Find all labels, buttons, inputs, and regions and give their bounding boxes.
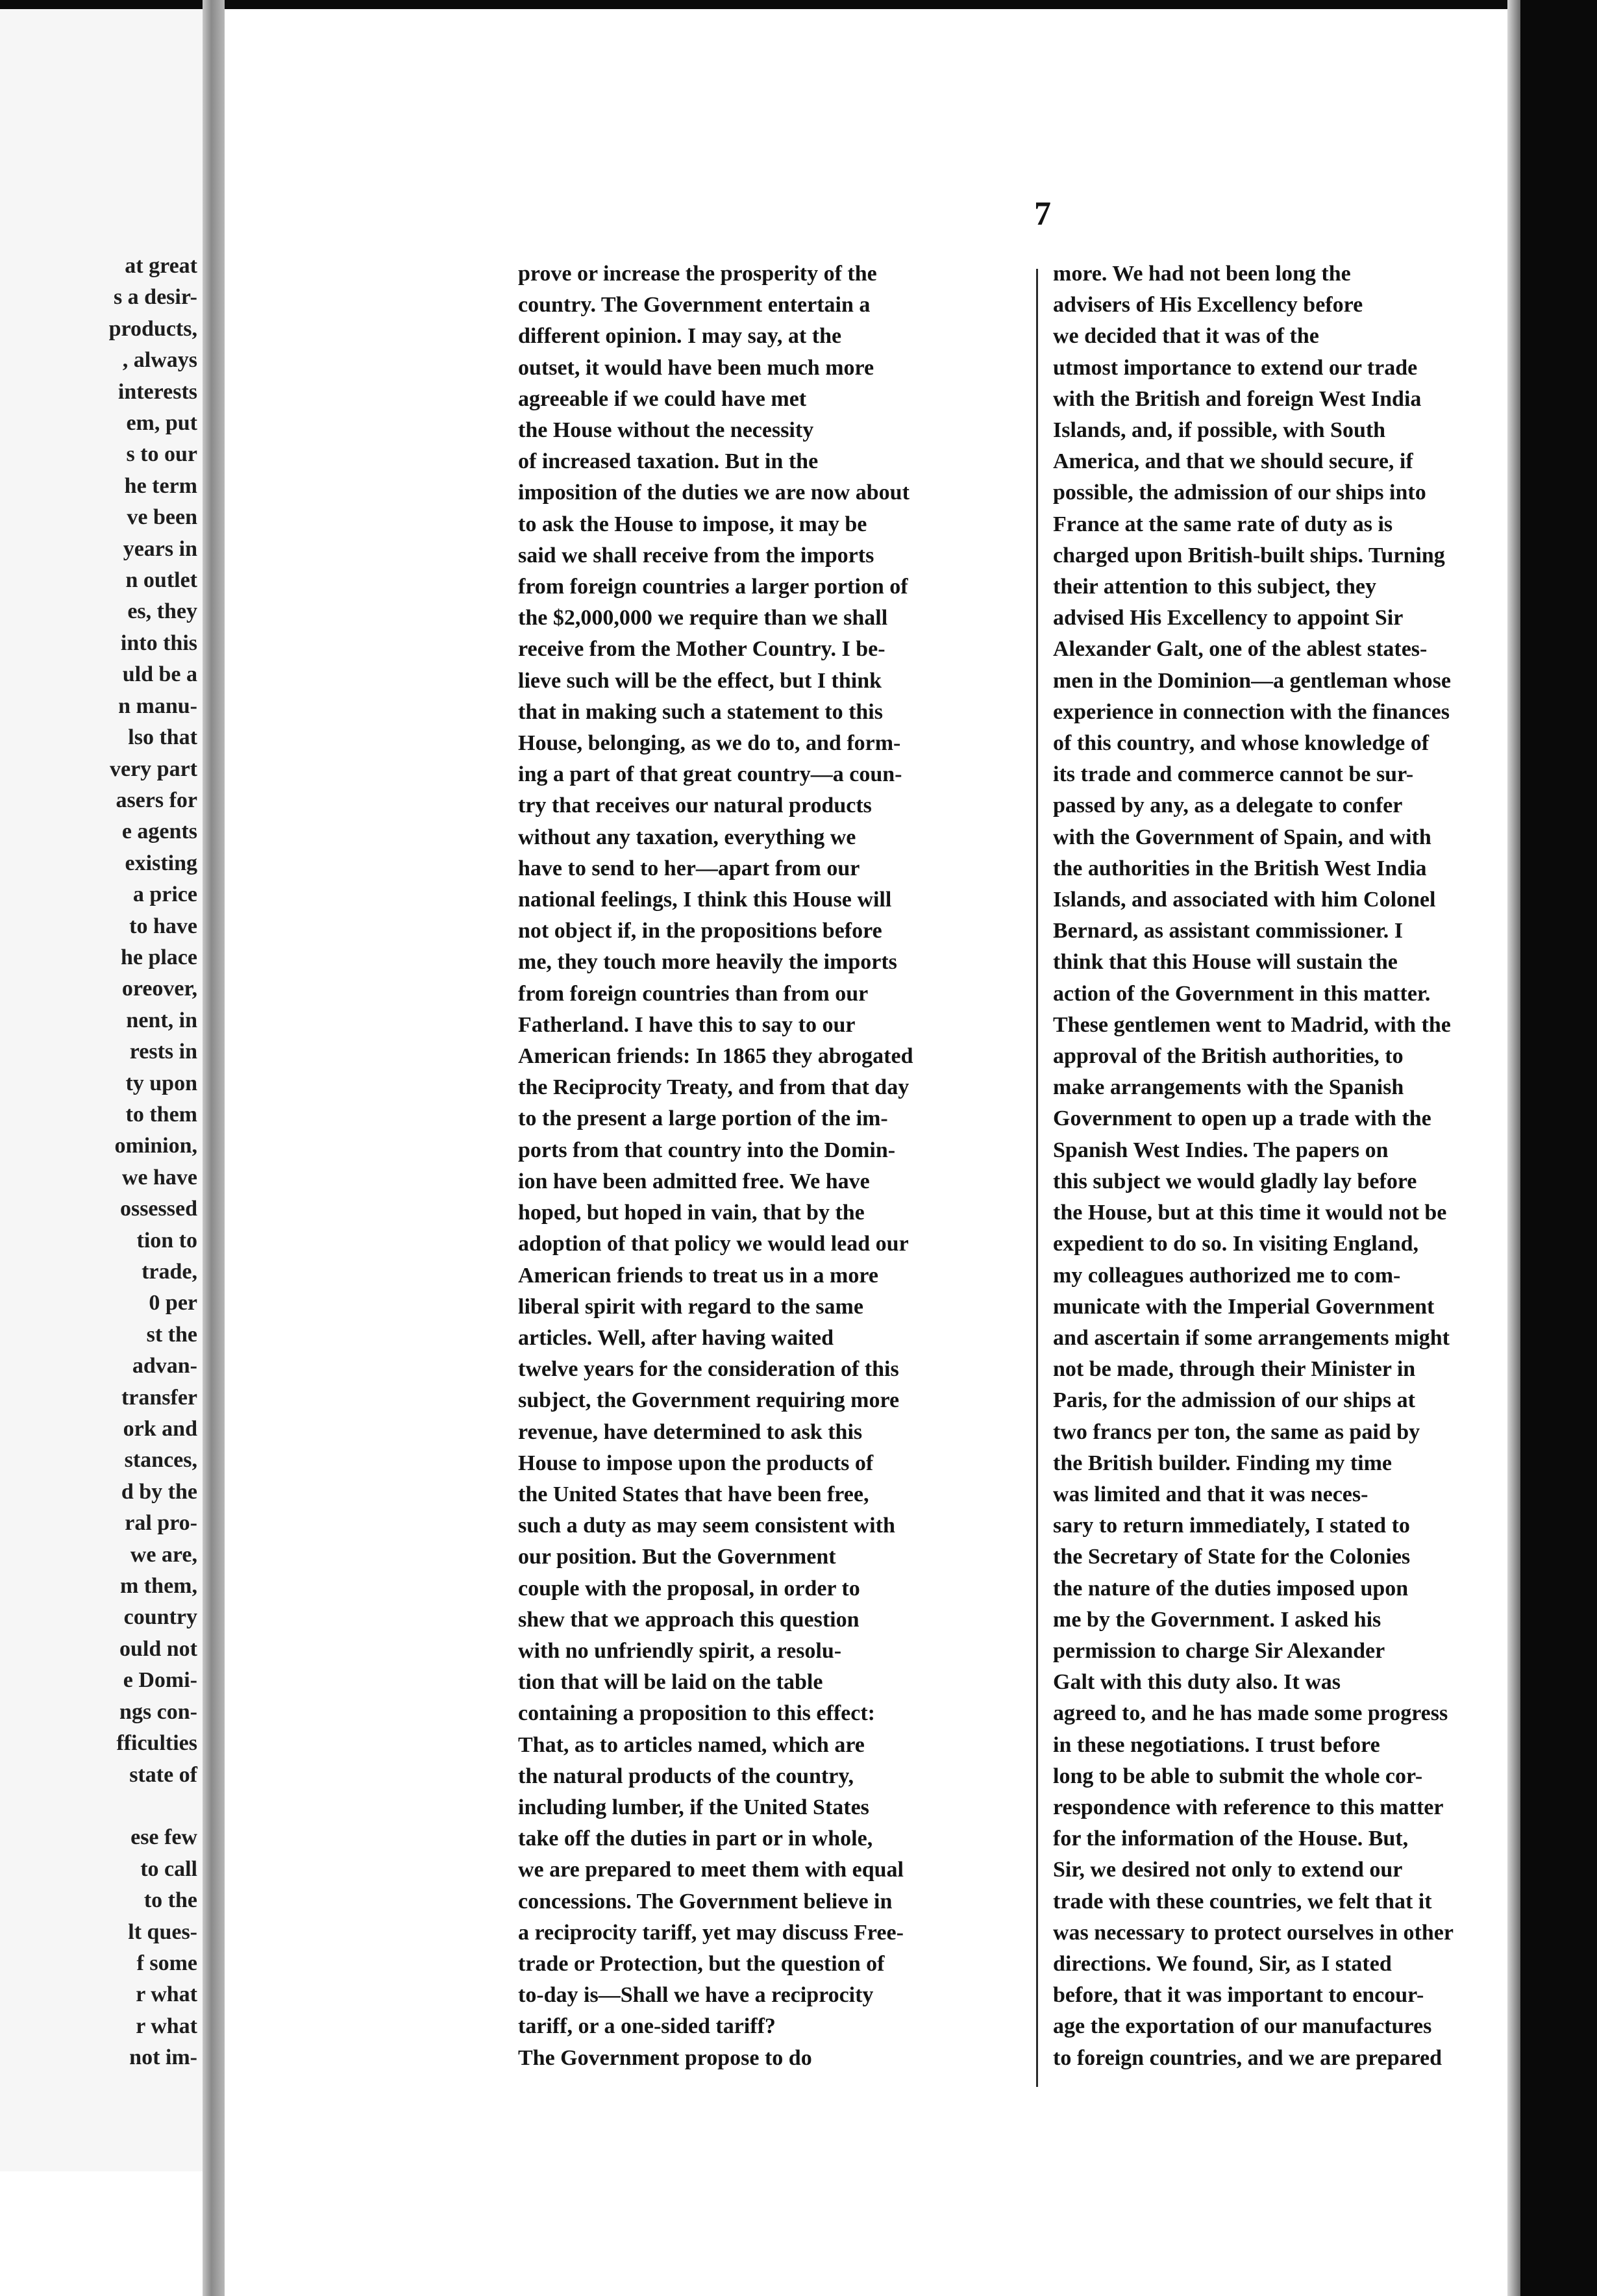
facing-page-line: e Domi- [123, 1668, 197, 1693]
text-line: advisers of His Excellency before [1053, 293, 1363, 318]
text-line: ion have been admitted free. We have [518, 1169, 870, 1193]
text-line: national feelings, I think this House will [518, 888, 892, 912]
text-line: respondence with reference to this matter [1053, 1795, 1444, 1819]
facing-page-line: asers for [116, 788, 197, 812]
text-line: permission to charge Sir Alexander [1053, 1638, 1385, 1663]
text-line: subject, the Government requiring more [518, 1388, 900, 1413]
text-line: outset, it would have been much more [518, 355, 874, 380]
text-line: Islands, and, if possible, with South [1053, 418, 1386, 443]
text-line: the $2,000,000 we require than we shall [518, 606, 888, 630]
facing-page-line: uld be a [122, 662, 197, 687]
text-line: was limited and that it was neces- [1053, 1482, 1368, 1506]
text-line: a reciprocity tariff, yet may discuss Free- [518, 1920, 904, 1945]
text-line: the natural products of the country, [518, 1764, 854, 1788]
text-line: the House, but at this time it would not be [1053, 1201, 1447, 1225]
facing-page-line: m them, [120, 1574, 197, 1599]
text-line: me, they touch more heavily the imports [518, 950, 897, 975]
facing-page-line: r what [136, 2014, 197, 2038]
facing-page-line: e agents [121, 819, 197, 844]
text-column-left [518, 258, 1024, 2074]
facing-page-line: products, [108, 316, 197, 341]
text-line: my colleagues authorized me to com- [1053, 1263, 1401, 1288]
text-line: Galt with this duty also. It was [1053, 1670, 1341, 1695]
text-line: couple with the proposal, in order to [518, 1576, 860, 1601]
text-line: trade or Protection, but the question of [518, 1951, 885, 1976]
text-line: the authorities in the British West India [1053, 856, 1427, 880]
facing-page-line: to have [129, 914, 197, 938]
text-line: revenue, have determined to ask this [518, 1419, 863, 1444]
text-line: to the present a large portion of the im- [518, 1106, 888, 1131]
facing-page-line: ve been [127, 505, 197, 530]
text-line: These gentlemen went to Madrid, with the [1053, 1012, 1451, 1037]
text-line: me by the Government. I asked his [1053, 1607, 1381, 1632]
text-line: House to impose upon the products of [518, 1451, 874, 1475]
text-line: not be made, through their Minister in [1053, 1357, 1416, 1382]
facing-page-line: we have [121, 1165, 197, 1190]
text-line: experience in connection with the finances [1053, 699, 1450, 724]
text-line: without any taxation, everything we [518, 825, 856, 849]
text-line: agreeable if we could have met [518, 386, 807, 411]
facing-page-line: 0 per [149, 1291, 197, 1316]
text-line: from foreign countries than from our [518, 981, 869, 1006]
text-line: with the Government of Spain, and with [1053, 825, 1431, 849]
text-line: ing a part of that great country—a coun- [518, 762, 902, 787]
facing-page-line: f some [136, 1951, 197, 1975]
facing-page-line: s a desir- [113, 285, 197, 310]
text-line: lieve such will be the effect, but I think [518, 668, 882, 693]
text-line: France at the same rate of duty as is [1053, 512, 1393, 536]
facing-page-line: country [123, 1605, 197, 1630]
facing-page-line: state of [129, 1762, 197, 1787]
text-line: House, belonging, as we do to, and form- [518, 731, 901, 756]
text-line: in these negotiations. I trust before [1053, 1732, 1380, 1757]
text-line: from foreign countries a larger portion of [518, 575, 908, 599]
facing-page-line: fficulties [116, 1731, 197, 1756]
text-line: hoped, but hoped in vain, that by the [518, 1201, 865, 1225]
facing-page-line: es, they [127, 599, 197, 624]
facing-page-line: not im- [129, 2045, 197, 2070]
text-line: trade with these countries, we felt that it [1053, 1889, 1432, 1914]
text-line: American friends: In 1865 they abrogated [518, 1044, 913, 1069]
text-line: Fatherland. I have this to say to our [518, 1012, 856, 1037]
page-number: 7 [1034, 195, 1051, 232]
facing-page-line: st the [146, 1322, 197, 1347]
text-line: The Government propose to do [518, 2045, 812, 2070]
facing-page-line: n outlet [125, 568, 197, 593]
text-line: was necessary to protect ourselves in other [1053, 1920, 1454, 1945]
facing-page-line: years in [123, 536, 197, 561]
text-line: said we shall receive from the imports [518, 543, 874, 568]
facing-page-line: into this [120, 630, 197, 655]
text-line: Government to open up a trade with the [1053, 1106, 1431, 1131]
facing-page-line: he term [124, 473, 197, 498]
text-line: Alexander Galt, one of the ablest states- [1053, 637, 1428, 662]
text-line: advised His Excellency to appoint Sir [1053, 606, 1404, 630]
text-line: age the exportation of our manufactures [1053, 2014, 1432, 2039]
text-line: municate with the Imperial Government [1053, 1294, 1435, 1319]
text-line: we are prepared to meet them with equal [518, 1858, 904, 1882]
text-line: American friends to treat us in a more [518, 1263, 878, 1288]
text-line: men in the Dominion—a gentleman whose [1053, 668, 1451, 693]
facing-page-line: ominion, [114, 1134, 197, 1158]
text-line: take off the duties in part or in whole, [518, 1827, 873, 1851]
text-line: and ascertain if some arrangements might [1053, 1325, 1450, 1350]
text-line: concessions. The Government believe in [518, 1889, 893, 1914]
text-line: twelve years for the consideration of this [518, 1357, 899, 1382]
facing-page-line: to them [125, 1102, 197, 1127]
facing-page-line: lso that [128, 725, 197, 750]
facing-page-line: very part [109, 756, 197, 781]
facing-page-line: tion to [136, 1228, 197, 1253]
facing-page-line: d by the [121, 1479, 197, 1504]
text-line: Islands, and associated with him Colonel [1053, 888, 1436, 912]
facing-page-line: to call [140, 1856, 197, 1881]
facing-page-line: ngs con- [119, 1699, 197, 1724]
text-line: that in making such a statement to this [518, 699, 883, 724]
text-line: the nature of the duties imposed upon [1053, 1576, 1409, 1601]
facing-page-line: lt ques- [128, 1919, 197, 1944]
facing-page-line: nent, in [126, 1008, 197, 1032]
text-line: our position. But the Government [518, 1545, 836, 1569]
text-line: articles. Well, after having waited [518, 1325, 834, 1350]
text-line: two francs per ton, the same as paid by [1053, 1419, 1420, 1444]
text-line: the Secretary of State for the Colonies [1053, 1545, 1411, 1569]
text-line: we decided that it was of the [1053, 324, 1319, 349]
text-line: tion that will be laid on the table [518, 1670, 823, 1695]
text-line: imposition of the duties we are now about [518, 480, 910, 505]
text-line: That, as to articles named, which are [518, 1732, 865, 1757]
facing-page-line: at great [125, 254, 197, 278]
text-line: the British builder. Finding my time [1053, 1451, 1393, 1475]
text-line: try that receives our natural products [518, 793, 872, 818]
text-line: of this country, and whose knowledge of [1053, 731, 1430, 756]
facing-page-line: n manu- [118, 693, 197, 718]
text-line: the House without the necessity [518, 418, 814, 443]
text-line: their attention to this subject, they [1053, 575, 1376, 599]
facing-page-line: a price [132, 882, 197, 907]
text-line: before, that it was important to encour- [1053, 1983, 1424, 2008]
facing-page-line: he place [120, 945, 197, 969]
text-line: approval of the British authorities, to [1053, 1044, 1404, 1069]
facing-page-line: ould not [119, 1636, 197, 1661]
document-page [225, 9, 1507, 2136]
text-line: this subject we would gladly lay before [1053, 1169, 1417, 1193]
facing-page-line: ossessed [119, 1197, 197, 1221]
facing-page-line: advan- [132, 1354, 197, 1379]
facing-page-fragment [0, 9, 203, 2171]
text-line: to foreign countries, and we are prepared [1053, 2045, 1442, 2070]
facing-page-line: oreover, [121, 977, 197, 1001]
text-line: charged upon British-built ships. Turning [1053, 543, 1445, 568]
text-line: the Reciprocity Treaty, and from that day [518, 1075, 910, 1100]
text-line: Bernard, as assistant commissioner. I [1053, 919, 1403, 943]
facing-page-line: stances, [124, 1448, 197, 1473]
text-line: with no unfriendly spirit, a resolu- [518, 1638, 842, 1663]
text-column-right [1053, 258, 1559, 2074]
facing-page-line: ral pro- [125, 1511, 197, 1536]
text-line: different opinion. I may say, at the [518, 324, 842, 349]
facing-page-line: s to our [126, 442, 197, 467]
scan-top-border [0, 0, 1597, 9]
text-line: not object if, in the propositions before [518, 919, 882, 943]
text-line: shew that we approach this question [518, 1607, 860, 1632]
facing-page-line: em, put [126, 411, 197, 436]
text-line: receive from the Mother Country. I be- [518, 637, 885, 662]
text-line: directions. We found, Sir, as I stated [1053, 1951, 1392, 1976]
text-line: ports from that country into the Domin- [518, 1138, 896, 1162]
facing-page-line: ork and [123, 1417, 197, 1441]
text-line: expedient to do so. In visiting England, [1053, 1232, 1419, 1256]
text-line: containing a proposition to this effect: [518, 1701, 875, 1726]
text-line: the United States that have been free, [518, 1482, 869, 1506]
text-line: make arrangements with the Spanish [1053, 1075, 1404, 1100]
text-line: possible, the admission of our ships into [1053, 480, 1426, 505]
text-line: to-day is—Shall we have a reciprocity [518, 1983, 874, 2008]
text-line: its trade and commerce cannot be sur- [1053, 762, 1414, 787]
text-line: liberal spirit with regard to the same [518, 1294, 863, 1319]
facing-page-line [87, 1791, 197, 1822]
text-line: utmost importance to extend our trade [1053, 355, 1418, 380]
scan-right-border [1520, 0, 1597, 2296]
facing-page-line: to the [143, 1888, 197, 1913]
facing-page-line: existing [125, 851, 197, 875]
text-line: for the information of the House. But, [1053, 1827, 1409, 1851]
facing-page-line: , always [122, 348, 197, 373]
text-line: country. The Government entertain a [518, 293, 871, 318]
text-line: have to send to her—apart from our [518, 856, 860, 880]
text-line: long to be able to submit the whole cor- [1053, 1764, 1423, 1788]
facing-page-line: rests in [129, 1040, 197, 1064]
facing-page-line: transfer [121, 1385, 197, 1410]
text-line: more. We had not been long the [1053, 262, 1351, 286]
text-line: Spanish West Indies. The papers on [1053, 1138, 1389, 1162]
column-divider [1036, 269, 1038, 2087]
text-line: prove or increase the prosperity of the [518, 262, 877, 286]
facing-page-line: interests [118, 379, 197, 404]
text-line: tariff, or a one-sided tariff? [518, 2014, 776, 2039]
text-line: Sir, we desired not only to extend our [1053, 1858, 1403, 1882]
text-line: action of the Government in this matter. [1053, 981, 1431, 1006]
text-line: sary to return immediately, I stated to [1053, 1514, 1410, 1538]
facing-page-line: we are, [130, 1542, 197, 1567]
text-line: America, and that we should secure, if [1053, 449, 1413, 474]
text-line: adoption of that policy we would lead our [518, 1232, 909, 1256]
text-line: with the British and foreign West India [1053, 386, 1422, 411]
facing-page-line: ty upon [125, 1071, 197, 1095]
book-gutter [203, 0, 225, 2296]
text-line: such a duty as may seem consistent with [518, 1514, 895, 1538]
text-line: think that this House will sustain the [1053, 950, 1398, 975]
text-line: to ask the House to impose, it may be [518, 512, 867, 536]
facing-page-line: ese few [130, 1825, 197, 1850]
text-line: agreed to, and he has made some progress [1053, 1701, 1448, 1726]
text-line: including lumber, if the United States [518, 1795, 869, 1819]
text-line: passed by any, as a delegate to confer [1053, 793, 1403, 818]
facing-page-line: r what [136, 1982, 197, 2007]
text-line: Paris, for the admission of our ships at [1053, 1388, 1415, 1413]
facing-page-text [87, 251, 197, 2074]
text-line: of increased taxation. But in the [518, 449, 819, 474]
facing-page-line: trade, [142, 1260, 197, 1284]
